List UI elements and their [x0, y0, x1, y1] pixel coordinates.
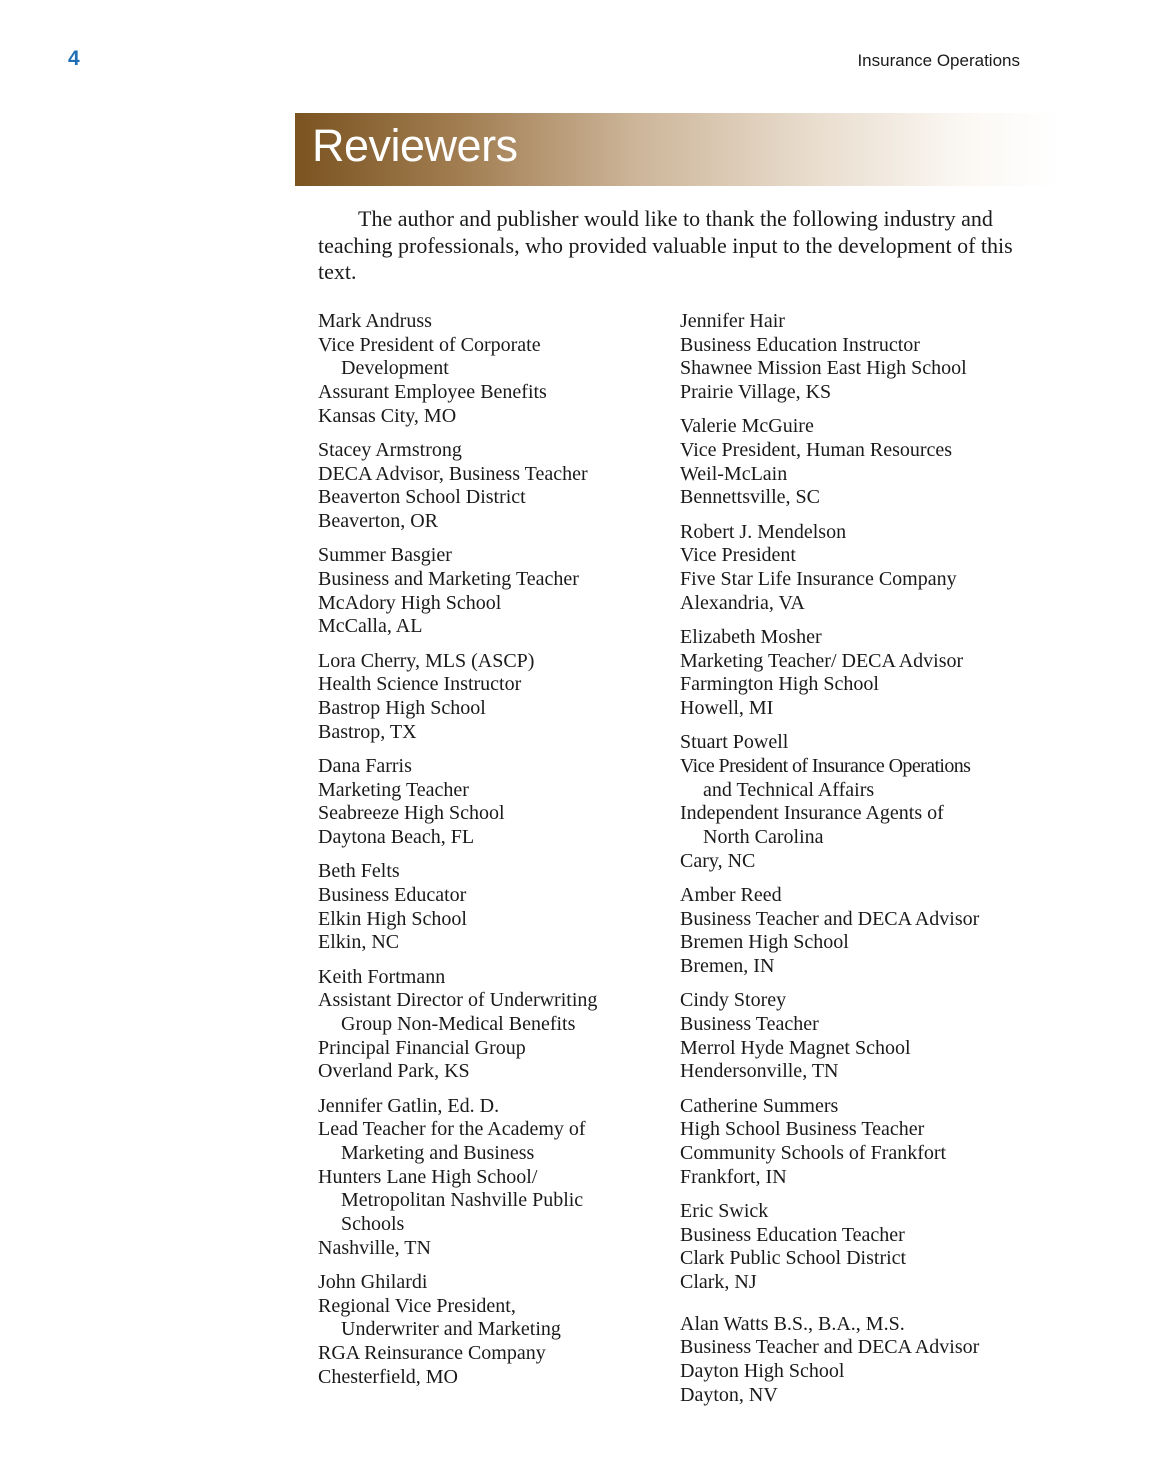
- reviewer-line: Marketing Teacher: [318, 778, 469, 801]
- reviewer-line: Vice President of Insurance Operations: [680, 754, 971, 777]
- reviewer-line: Community Schools of Frankfort: [680, 1142, 947, 1164]
- reviewer-line: Marketing Teacher/ DECA Advisor: [680, 649, 964, 672]
- reviewer-line: Farmington High School: [680, 673, 879, 696]
- reviewer-line: Business Educator: [318, 883, 467, 906]
- reviewer-line: Business Teacher and DECA Advisor: [680, 1336, 980, 1359]
- reviewer-line: McCalla, AL: [318, 615, 423, 638]
- reviewer-line: Business Teacher and DECA Advisor: [680, 907, 980, 930]
- running-head: Insurance Operations: [857, 51, 1020, 70]
- reviewer-line: DECA Advisor, Business Teacher: [318, 462, 588, 485]
- reviewer-line: Group Non-Medical Benefits: [341, 1012, 576, 1035]
- reviewer-line: Overland Park, KS: [318, 1060, 470, 1083]
- page-number: 4: [68, 47, 80, 70]
- reviewer-line: Prairie Village, KS: [680, 381, 832, 404]
- reviewer-name: Lora Cherry, MLS (ASCP): [318, 649, 535, 672]
- reviewer-name: Dana Farris: [318, 754, 412, 777]
- section-title: Reviewers: [312, 120, 518, 171]
- reviewer-entry: [680, 415, 1040, 510]
- reviewer-line: Beaverton School District: [318, 486, 526, 509]
- reviewer-line: Bremen High School: [680, 931, 849, 954]
- reviewers-left-column: [318, 310, 668, 1400]
- reviewer-line: Clark, NJ: [680, 1271, 757, 1294]
- reviewer-line: Dayton, NV: [680, 1383, 778, 1406]
- reviewer-line: Kansas City, MO: [318, 404, 457, 427]
- reviewer-line: Chesterfield, MO: [318, 1365, 458, 1388]
- reviewer-line: Alexandria, VA: [680, 591, 805, 614]
- reviewer-line: Hendersonville, TN: [680, 1060, 839, 1083]
- reviewer-line: Nashville, TN: [318, 1236, 431, 1259]
- reviewer-line: Bremen, IN: [680, 955, 775, 978]
- reviewer-line: Vice President of Corporate: [318, 333, 541, 356]
- section-title-band: [295, 113, 1060, 186]
- reviewer-line: Metropolitan Nashville Public: [341, 1189, 584, 1212]
- reviewer-line: Daytona Beach, FL: [318, 826, 475, 849]
- reviewer-line: McAdory High School: [318, 591, 502, 614]
- reviewer-entry: [680, 626, 1040, 721]
- reviewer-line: Business Education Instructor: [680, 333, 920, 356]
- reviewer-line: Business and Marketing Teacher: [318, 568, 579, 591]
- reviewer-entry: [680, 731, 1040, 873]
- reviewer-line: Independent Insurance Agents of: [680, 802, 944, 825]
- reviewer-entry: [680, 1095, 1040, 1190]
- reviewer-line: Beaverton, OR: [318, 510, 438, 533]
- reviewer-name: Eric Swick: [680, 1199, 769, 1222]
- reviewer-entry: [318, 755, 668, 850]
- reviewer-name: Beth Felts: [318, 860, 400, 883]
- reviewer-line: Elkin High School: [318, 907, 467, 930]
- reviewer-entry: [680, 989, 1040, 1084]
- reviewer-name: Keith Fortmann: [318, 965, 446, 988]
- reviewer-entry: [680, 1200, 1040, 1295]
- reviewer-line: Weil-McLain: [680, 462, 788, 485]
- reviewer-line: Business Teacher: [680, 1012, 819, 1035]
- reviewer-line: Bennettsville, SC: [680, 486, 820, 509]
- reviewer-line: Schools: [341, 1213, 405, 1236]
- reviewer-name: Summer Basgier: [318, 544, 452, 567]
- reviewer-name: Stacey Armstrong: [318, 439, 462, 462]
- reviewer-name: Robert J. Mendelson: [680, 520, 847, 543]
- reviewer-line: Merrol Hyde Magnet School: [680, 1036, 911, 1059]
- reviewer-line: and Technical Affairs: [703, 778, 875, 801]
- reviewer-name: Cindy Storey: [680, 989, 787, 1012]
- reviewer-entry: [680, 521, 1040, 616]
- reviewer-name: Valerie McGuire: [680, 415, 814, 438]
- reviewer-line: Bastrop, TX: [318, 720, 417, 743]
- reviewer-entry: [318, 439, 668, 534]
- reviewer-line: Principal Financial Group: [318, 1036, 526, 1059]
- reviewer-line: Marketing and Business: [341, 1142, 535, 1164]
- reviewers-right-column: [680, 310, 1040, 1418]
- reviewer-name: Amber Reed: [680, 883, 782, 906]
- reviewer-line: Development: [341, 357, 449, 380]
- reviewer-line: Seabreeze High School: [318, 802, 505, 825]
- reviewer-line: Health Science Instructor: [318, 673, 522, 696]
- reviewer-entry: [680, 884, 1040, 979]
- reviewer-entry: [318, 310, 668, 429]
- reviewer-line: Bastrop High School: [318, 697, 486, 720]
- reviewer-name: Jennifer Gatlin, Ed. D.: [318, 1094, 500, 1117]
- reviewer-line: Assurant Employee Benefits: [318, 381, 547, 404]
- reviewer-name: Jennifer Hair: [680, 310, 785, 332]
- reviewer-line: RGA Reinsurance Company: [318, 1342, 546, 1365]
- reviewer-line: Vice President, Human Resources: [680, 439, 953, 462]
- reviewer-line: Underwriter and Marketing: [341, 1318, 561, 1341]
- reviewer-line: Clark Public School District: [680, 1247, 907, 1270]
- reviewer-line: Five Star Life Insurance Company: [680, 568, 957, 591]
- reviewer-entry: [318, 544, 668, 639]
- reviewer-line: Lead Teacher for the Academy of: [318, 1118, 586, 1141]
- reviewer-line: Dayton High School: [680, 1360, 845, 1383]
- reviewer-name: Catherine Summers: [680, 1094, 839, 1117]
- reviewer-line: Assistant Director of Underwriting: [318, 989, 598, 1012]
- reviewer-name: John Ghilardi: [318, 1271, 428, 1294]
- reviewer-line: North Carolina: [703, 826, 824, 849]
- reviewer-name: Elizabeth Mosher: [680, 625, 822, 648]
- reviewer-line: High School Business Teacher: [680, 1118, 925, 1141]
- reviewer-line: Hunters Lane High School/: [318, 1165, 538, 1188]
- reviewer-entry: [318, 1095, 668, 1261]
- reviewer-line: Frankfort, IN: [680, 1165, 787, 1188]
- reviewer-line: Vice President: [680, 544, 796, 567]
- reviewer-entry: [318, 1271, 668, 1390]
- reviewer-entry: [318, 650, 668, 745]
- reviewer-line: Cary, NC: [680, 849, 756, 872]
- reviewer-entry: [680, 310, 1040, 405]
- intro-paragraph: The author and publisher would like to thank the following industry and teaching professionals, who provided valuable input to the development of this text.: [318, 206, 1013, 284]
- reviewer-name: Stuart Powell: [680, 731, 789, 754]
- reviewer-line: Business Education Teacher: [680, 1223, 905, 1246]
- reviewer-entry: [318, 860, 668, 955]
- reviewer-name: Mark Andruss: [318, 310, 432, 332]
- reviewer-line: Elkin, NC: [318, 931, 400, 954]
- reviewer-line: Regional Vice President,: [318, 1294, 516, 1317]
- reviewer-entry: [318, 966, 668, 1085]
- reviewer-line: Howell, MI: [680, 697, 774, 720]
- reviewer-entry: [680, 1313, 1040, 1408]
- reviewer-line: Shawnee Mission East High School: [680, 357, 967, 380]
- reviewer-name: Alan Watts B.S., B.A., M.S.: [680, 1312, 905, 1335]
